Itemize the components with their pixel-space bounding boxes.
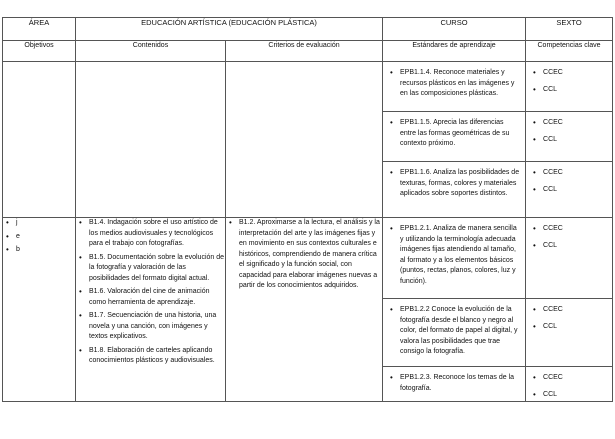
standard-item — [383, 367, 525, 401]
competencias-item — [526, 62, 612, 112]
competencia-code: • CCEC — [543, 118, 608, 129]
header-row — [3, 18, 613, 41]
grade-header: SEXTO — [526, 18, 613, 41]
competencia-code: • CCL — [543, 241, 608, 252]
block1-competencias-cell — [526, 62, 613, 218]
competencias-item — [526, 218, 612, 299]
standard-text: • EPB1.2.1. Analiza de manera sencilla y utilizando la terminología adecuada imágenes fijas atendiendo al tamaño, al formato y a los elementos básicos (puntos, rectas, planos, colores, luz y función). — [400, 224, 521, 287]
standard-text: • EPB1.2.2 Conoce la evolución de la fotografía desde el blanco y negro al color, del formato de papel al digital, y valora las posibilidades que trae consigo la fotografía. — [400, 305, 521, 358]
block1-row — [3, 62, 613, 218]
competencia-code: • CCL — [543, 322, 608, 333]
contenido-item: • B1.5. Documentación sobre la evolución de la fotografía y valoración de las posibilidades del formato digital actual. — [89, 253, 225, 285]
competencia-code: • CCL — [543, 85, 608, 96]
competencias-item — [526, 162, 612, 217]
subject-header: EDUCACIÓN ARTÍSTICA (EDUCACIÓN PLÁSTICA) — [76, 18, 383, 41]
standard-item — [383, 162, 525, 217]
competencias-header: Competencias clave — [526, 41, 613, 62]
area-header: ÁREA — [3, 18, 76, 41]
block2-competencias-cell — [526, 218, 613, 402]
contenido-item: • B1.6. Valoración del cine de animación como herramienta de aprendizaje. — [89, 287, 225, 308]
objetivo-item: • e — [16, 232, 75, 243]
competencia-code: • CCL — [543, 185, 608, 196]
course-header: CURSO — [383, 18, 526, 41]
block1-objetivos-cell — [3, 62, 76, 218]
contenido-item: • B1.7. Secuenciación de una historia, una novela y una canción, con imágenes y textos explicativos. — [89, 311, 225, 343]
competencia-code: • CCEC — [543, 305, 608, 316]
competencias-item — [526, 367, 612, 401]
competencia-code: • CCEC — [543, 373, 608, 384]
objetivo-item: • j — [16, 218, 75, 229]
contenidos-header: Contenidos — [76, 41, 226, 62]
block2-row — [3, 218, 613, 402]
competencia-code: • CCEC — [543, 68, 608, 79]
contenido-item: • B1.8. Elaboración de carteles aplicando conocimientos plásticos y audiovisuales. — [89, 346, 225, 367]
block2-objetivos-cell — [3, 218, 76, 402]
standard-item — [383, 299, 525, 367]
criterios-header: Criterios de evaluación — [226, 41, 383, 62]
block1-contenidos-cell — [76, 62, 226, 218]
block2-criterios-cell — [226, 218, 383, 402]
subheader-row — [3, 41, 613, 62]
curriculum-table — [2, 17, 613, 402]
competencia-code: • CCEC — [543, 168, 608, 179]
estandares-header: Estándares de aprendizaje — [383, 41, 526, 62]
standard-item — [383, 218, 525, 299]
objetivos-header: Objetivos — [3, 41, 76, 62]
criterio-item: • B1.2. Aproximarse a la lectura, el análisis y la interpretación del arte y las imágenes fijas y en movimiento en sus contextos culturales e históricos, comprendiendo de manera crítica el significado y la función social, con capacidad para elaborar imágenes nuevas a partir de los conocimientos adquiridos. — [239, 218, 382, 292]
contenido-item: • B1.4. Indagación sobre el uso artístico de los medios audiovisuales y tecnológicos para el trabajo con fotografías. — [89, 218, 225, 250]
competencias-item — [526, 112, 612, 162]
competencia-code: • CCEC — [543, 224, 608, 235]
standard-item — [383, 112, 525, 162]
block1-standards-cell — [383, 62, 526, 218]
standard-text: • EPB1.1.5. Aprecia las diferencias entre las formas geométricas de su contexto próximo. — [400, 118, 521, 150]
standard-text: • EPB1.2.3. Reconoce los temas de la fotografía. — [400, 373, 521, 394]
block2-contenidos-cell — [76, 218, 226, 402]
block1-criterios-cell — [226, 62, 383, 218]
standard-text: • EPB1.1.6. Analiza las posibilidades de texturas, formas, colores y materiales aplicados sobre soportes distintos. — [400, 168, 521, 200]
block2-standards-cell — [383, 218, 526, 402]
competencia-code: • CCL — [543, 135, 608, 146]
standard-item — [383, 62, 525, 112]
competencias-item — [526, 299, 612, 367]
objetivo-item: • b — [16, 245, 75, 256]
standard-text: • EPB1.1.4. Reconoce materiales y recursos plásticos en las imágenes y en las composiciones plásticas. — [400, 68, 521, 100]
competencia-code: • CCL — [543, 390, 608, 401]
